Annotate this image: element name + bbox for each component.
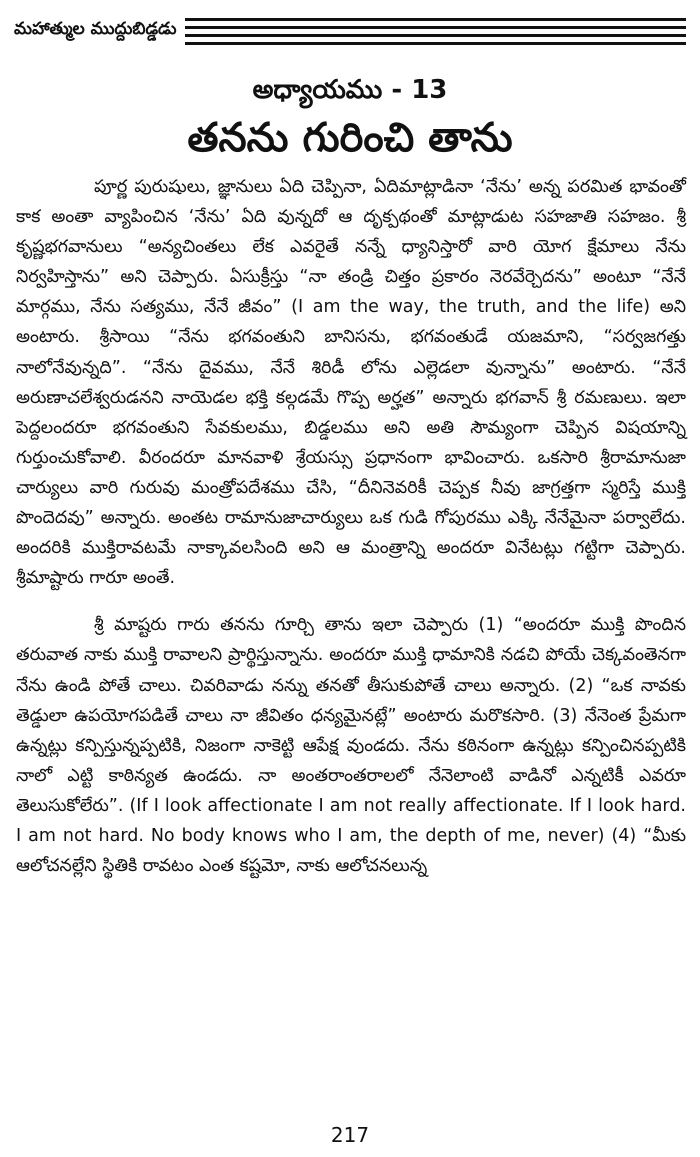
header-rules <box>185 16 686 45</box>
chapter-label: అధ్యాయము - 13 <box>252 75 448 105</box>
paragraph: పూర్ణ పురుషులు, జ్ఞానులు ఏది చెప్పినా, ఏదిమాట్లాడినా ‘నేను’ అన్న పరమిత భావంతో కాక అంతా వ్యాపించిన ‘నేను’ ఏది వున్నదో ఆ దృక్పథంతో మాట్లాడుట సహజాతి సహజం. శ్రీ కృష్ణభగవానులు “అన్యచింతలు లేక ఎవరైతే నన్నే ధ్యానిస్తారో వారి యోగ క్షేమాలు నేను నిర్వహిస్తాను” అని చెప్పారు. ఏసుక్రీస్తు “నా తండ్రి చిత్తం ప్రకారం నెరవేర్చెదను” అంటూ “నేనే మార్గము, నేను సత్యము, నేనే జీవం” (I am the way, the truth, and the life) అని అంటారు. శ్రీసాయి “నేను భగవంతుని బానిసను, భగవంతుడే యజమాని, “సర్వజగత్తు నాలోనేవున్నది”. “నేను దైవము, నేనే శిరిడీ లోను ఎల్లెడలా వున్నాను” అంటారు. “నేనే అరుణాచలేశ్వరుడనని నాయెడల భక్తి కల్గడమే గొప్ప అర్హత” అన్నారు భగవాన్ శ్రీ రమణులు. ఇలా పెద్దలందరూ భగవంతుని సేవకులము, బిడ్డలము అని అతి సౌమ్యంగా చెప్పిన విషయాన్ని గుర్తుంచుకోవాలి. వీరందరూ మానవాళి శ్రేయస్సు ప్రధానంగా భావించారు. ఒకసారి శ్రీరామానుజా చార్యులు వారి గురువు మంత్రోపదేశము చేసి, “దీనినెవరికీ చెప్పక నీవు జాగ్రత్తగా స్మరిస్తే ముక్తి పొందెదవు” అన్నారు. అంతట రామానుజాచార్యులు ఒక గుడి గోపురము ఎక్కి నేనేమైనా పర్వాలేదు. అందరికి ముక్తిరావటమే నాక్కావలసింది అని ఆ మంత్రాన్ని అందరూ వినేటట్లు గట్టిగా చెప్పారు. శ్రీమాష్టారు గారూ అంతే. <box>16 177 686 589</box>
body-text <box>16 172 686 881</box>
header-rule <box>185 34 686 37</box>
chapter-title: తనను గురించి తాను <box>187 115 513 161</box>
page-number: 217 <box>330 1123 370 1147</box>
header-rule <box>185 42 686 45</box>
running-head: మహాత్ముల ముద్దుబిడ్డడు <box>14 19 177 39</box>
header-rule <box>185 18 686 21</box>
page-header <box>14 16 686 60</box>
paragraph: శ్రీ మాష్టరు గారు తనను గూర్చి తాను ఇలా చెప్పారు (1) “అందరూ ముక్తి పొందిన తరువాత నాకు ముక్తి రావాలని ప్రార్థిస్తున్నాను. అందరూ ముక్తి ధామానికి నడచి పోయే చెక్కవంతెనగా నేను ఉండి పోతే చాలు. చివరివాడు నన్ను తనతో తీసుకుపోతే చాలు అన్నారు. (2) “ఒక నావకు తెడ్డులా ఉపయోగపడితే చాలు నా జీవితం ధన్యమైనట్లే” అంటారు మరొకసారి. (3) నేనెంత ప్రేమగా ఉన్నట్లు కన్పిస్తున్నప్పటికి, నిజంగా నాకెట్టి ఆపేక్ష వుండదు. నేను కఠినంగా ఉన్నట్లు కన్పించినప్పటికి నాలో ఎట్టి కాఠిన్యత ఉండదు. నా అంతరాంతరాలలో నేనెలాంటి వాడినో ఎన్నటికీ ఎవరూ తెలుసుకోలేరు”. (If I look affectionate I am not really affectionate. If I look hard. I am not hard. No body knows who I am, the depth of me, never) (4) “మీకు ఆలోచనల్లేని స్థితికి రావటం ఎంత కష్టమో, నాకు ఆలోచనలున్న <box>16 615 686 877</box>
header-rule <box>185 26 686 29</box>
